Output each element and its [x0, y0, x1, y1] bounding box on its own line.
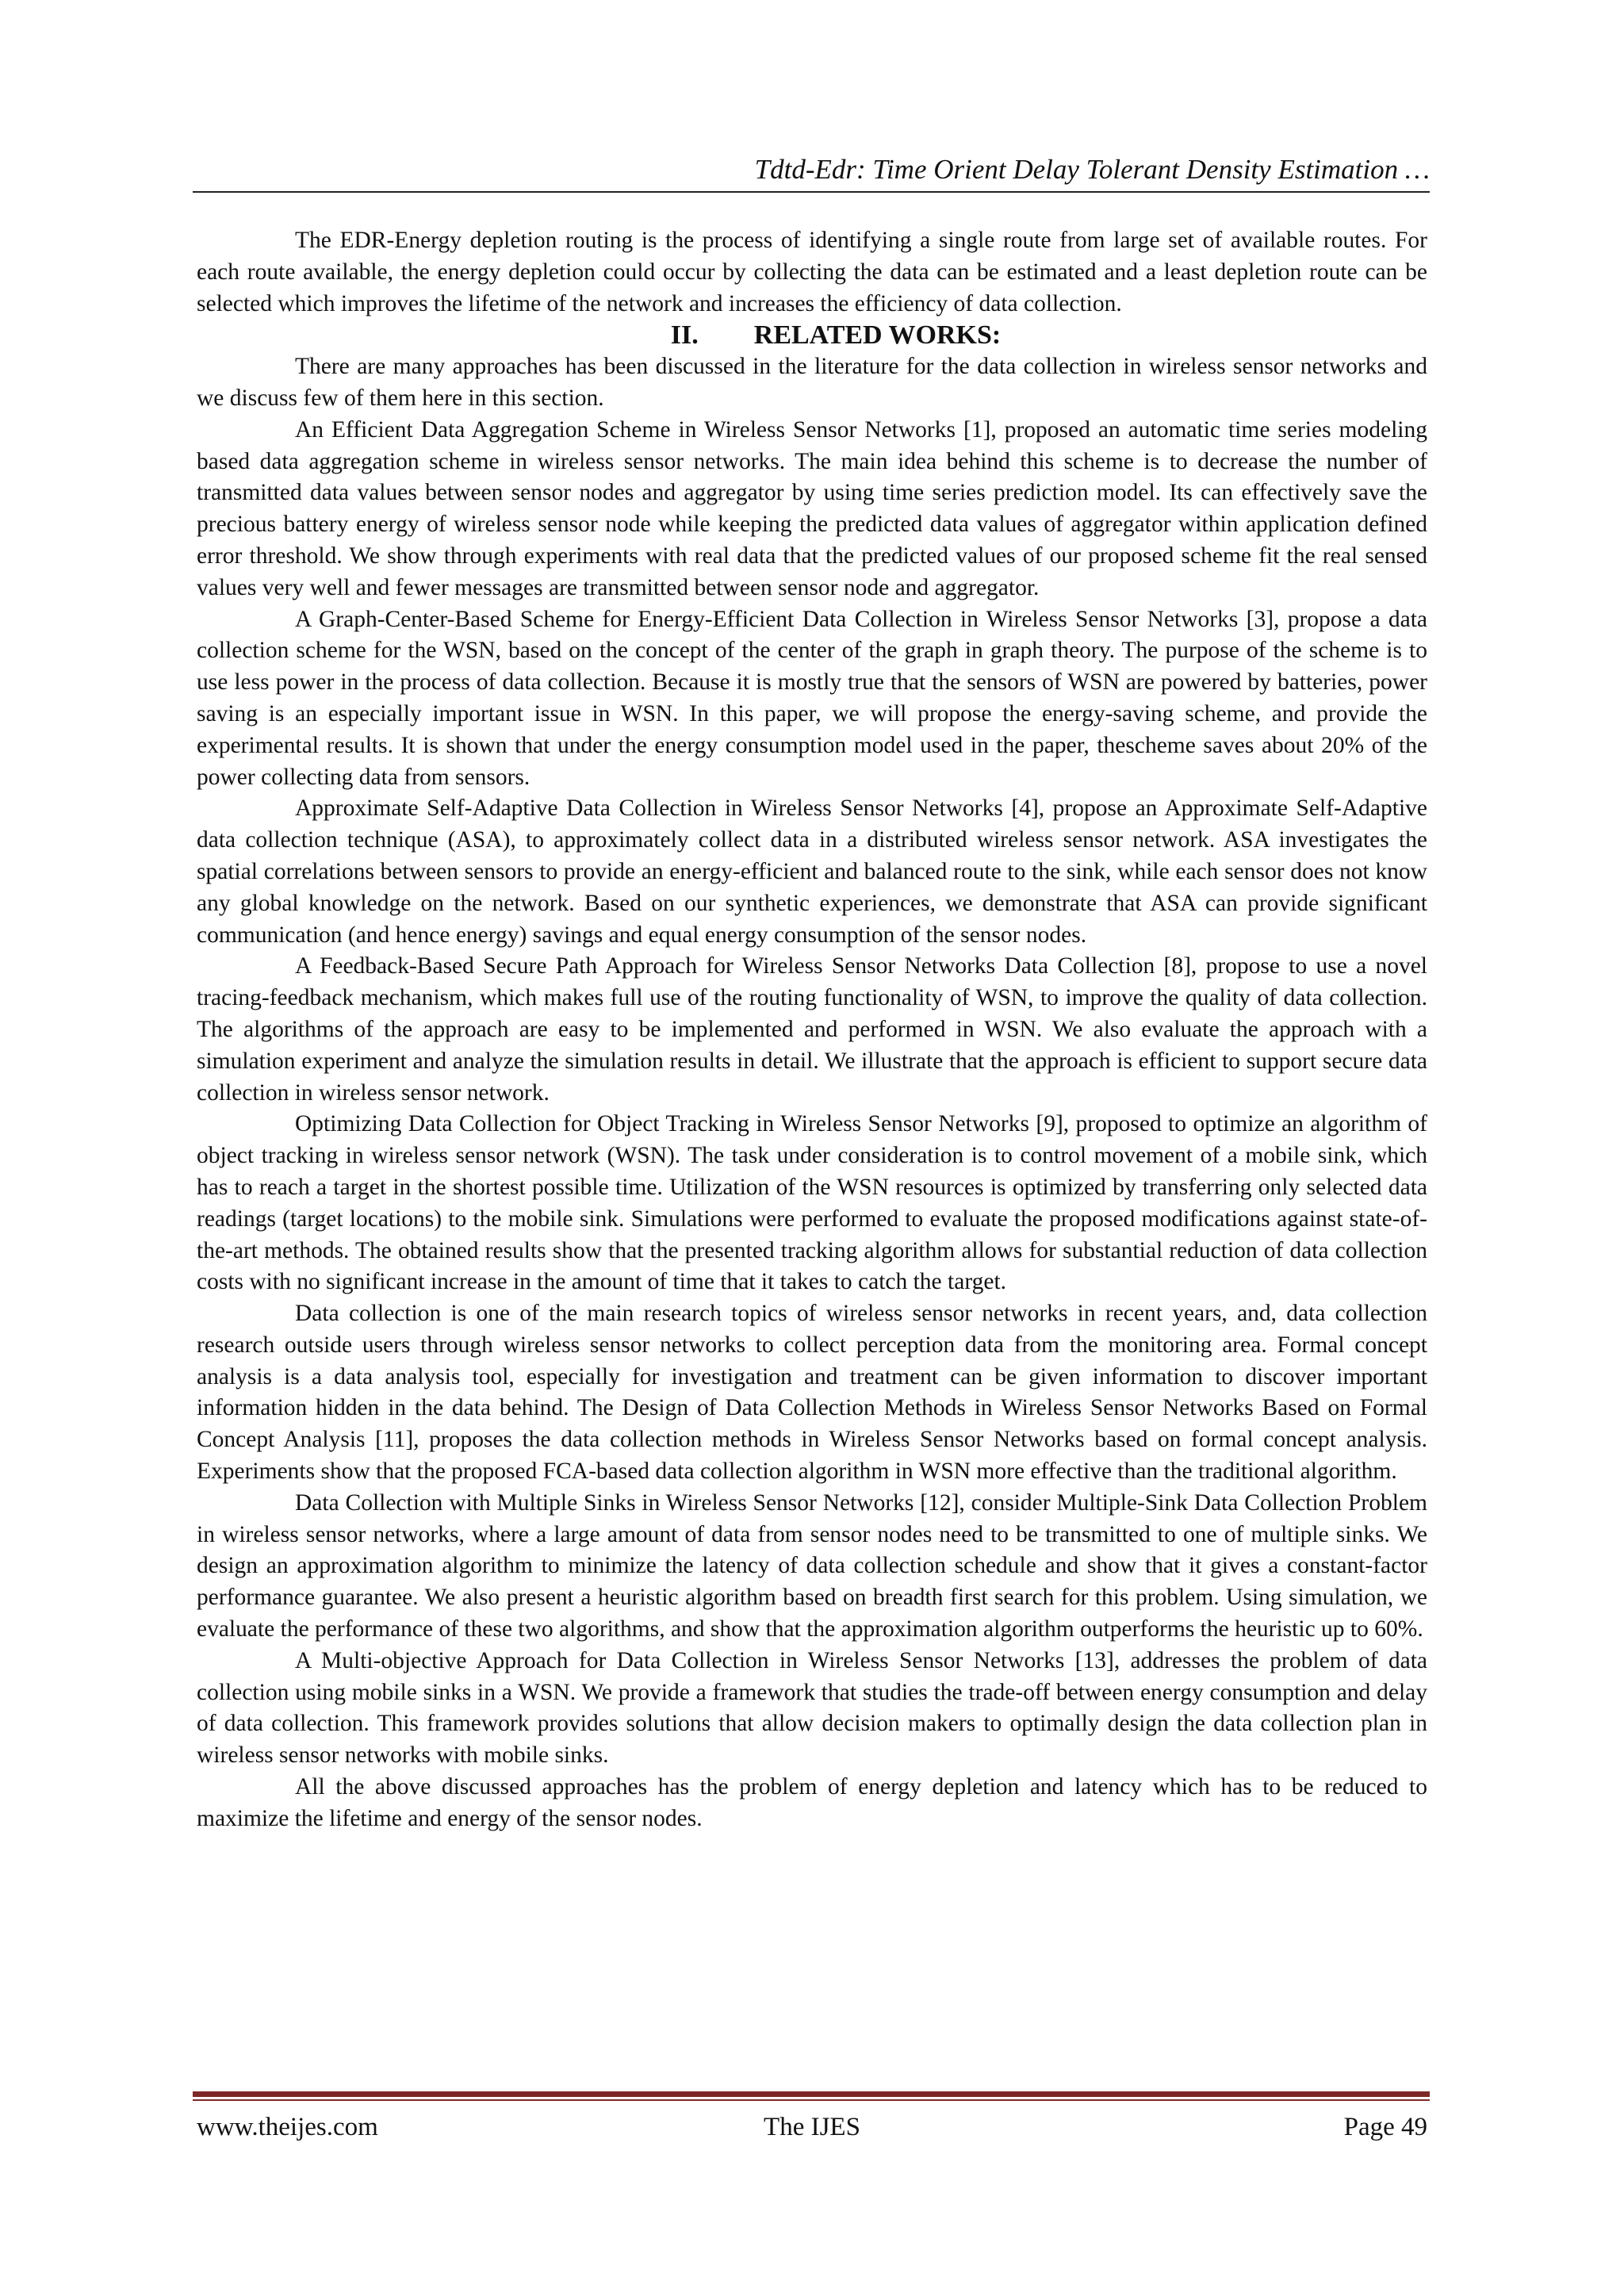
paragraph-ref-3: A Graph-Center-Based Scheme for Energy-Efficient Data Collection in Wireless Sensor Networks [3], propose a data collection scheme for the WSN, based on the concept of the center of the graph in graph theory. The purpose of the scheme is to use less power in the process of data collection. Because it is mostly true that the sensors of WSN are powered by batteries, power saving is an especially important issue in WSN. In this paper, we will propose the energy-saving scheme, and provide the experimental results. It is shown that under the energy consumption model used in the paper, thescheme saves about 20% of the power collecting data from sensors. — [197, 606, 1427, 790]
footer-page-number: Page 49 — [1343, 2113, 1427, 2141]
running-header: Tdtd-Edr: Time Orient Delay Tolerant Density Estimation … — [754, 154, 1430, 185]
page-footer — [197, 2110, 1427, 2145]
section-number: II. — [670, 320, 699, 351]
header-rule — [193, 191, 1430, 193]
intro-paragraph: The EDR-Energy depletion routing is the process of identifying a single route from large set of available routes. For each route available, the energy depletion could occur by collecting the data can be estimated and a least depletion route can be selected which improves the lifetime of the network and increases the efficiency of data collection. — [197, 228, 1427, 316]
paragraph-overview: There are many approaches has been discussed in the literature for the data collection in wireless sensor networks and we discuss few of them here in this section. — [197, 354, 1427, 411]
footer-journal: The IJES — [764, 2113, 860, 2141]
section-title: RELATED WORKS: — [753, 320, 1002, 351]
section-heading — [197, 320, 1427, 351]
paragraph-ref-1: An Efficient Data Aggregation Scheme in Wireless Sensor Networks [1], proposed an automatic time series modeling based data aggregation scheme in wireless sensor networks. The main idea behind this scheme is to decrease the number of transmitted data values between sensor nodes and aggregator by using time series prediction model. Its can effectively save the precious battery energy of wireless sensor node while keeping the predicted data values of aggregator within application defined error threshold. We show through experiments with real data that the predicted values of our proposed scheme fit the real sensed values very well and fewer messages are transmitted between sensor node and aggregator. — [197, 416, 1427, 600]
paragraph-ref-13: A Multi-objective Approach for Data Collection in Wireless Sensor Networks [13], addresses the problem of data collection using mobile sinks in a WSN. We provide a framework that studies the trade-off between energy consumption and delay of data collection. This framework provides solutions that allow decision makers to optimally design the data collection plan in wireless sensor networks with mobile sinks. — [197, 1647, 1427, 1769]
paragraph-ref-12: Data Collection with Multiple Sinks in Wireless Sensor Networks [12], consider Multiple-Sink Data Collection Problem in wireless sensor networks, where a large amount of data from sensor nodes need to be transmitted to one of multiple sinks. We design an approximation algorithm to minimize the latency of data collection schedule and show that it gives a constant-factor performance guarantee. We also present a heuristic algorithm based on breadth first search for this problem. Using simulation, we evaluate the performance of these two algorithms, and show that the approximation algorithm outperforms the heuristic up to 60%. — [197, 1489, 1427, 1642]
footer-website-link[interactable]: www.theijes.com — [197, 2113, 378, 2141]
footer-rule-thick — [193, 2091, 1430, 2097]
paragraph-ref-11: Data collection is one of the main research topics of wireless sensor networks in recent years, and, data collection research outside users through wireless sensor networks to collect perception data from the monitoring area. Formal concept analysis is a data analysis tool, especially for investigation and treatment can be given information to discover important information hidden in the data behind. The Design of Data Collection Methods in Wireless Sensor Networks Based on Formal Concept Analysis [11], proposes the data collection methods in Wireless Sensor Networks based on formal concept analysis. Experiments show that the proposed FCA-based data collection algorithm in WSN more effective than the traditional algorithm. — [197, 1301, 1427, 1485]
paragraph-summary: All the above discussed approaches has the problem of energy depletion and latency which has to be reduced to maximize the lifetime and energy of the sensor nodes. — [197, 1774, 1427, 1831]
body-text — [197, 225, 1427, 1835]
paragraph-ref-9: Optimizing Data Collection for Object Tracking in Wireless Sensor Networks [9], proposed to optimize an algorithm of object tracking in wireless sensor network (WSN). The task under consideration is to control movement of a mobile sink, which has to reach a target in the shortest possible time. Utilization of the WSN resources is optimized by transferring only selected data readings (target locations) to the mobile sink. Simulations were performed to evaluate the proposed modifications against state-of-the-art methods. The obtained results show that the presented tracking algorithm allows for substantial reduction of data collection costs with no significant increase in the amount of time that it takes to catch the target. — [197, 1111, 1427, 1295]
paragraph-ref-8: A Feedback-Based Secure Path Approach for Wireless Sensor Networks Data Collection [8], propose to use a novel tracing-feedback mechanism, which makes full use of the routing functionality of WSN, to improve the quality of data collection. The algorithms of the approach are easy to be implemented and performed in WSN. We also evaluate the approach with a simulation experiment and analyze the simulation results in detail. We illustrate that the approach is efficient to support secure data collection in wireless sensor network. — [197, 953, 1427, 1106]
paragraph-ref-4: Approximate Self-Adaptive Data Collection in Wireless Sensor Networks [4], propose an Approximate Self-Adaptive data collection technique (ASA), to approximately collect data in a distributed wireless sensor network. ASA investigates the spatial correlations between sensors to provide an energy-efficient and balanced route to the sink, while each sensor does not know any global knowledge on the network. Based on our synthetic experiences, we demonstrate that ASA can provide significant communication (and hence energy) savings and equal energy consumption of the sensor nodes. — [197, 795, 1427, 948]
footer-rule-thin — [193, 2099, 1430, 2101]
